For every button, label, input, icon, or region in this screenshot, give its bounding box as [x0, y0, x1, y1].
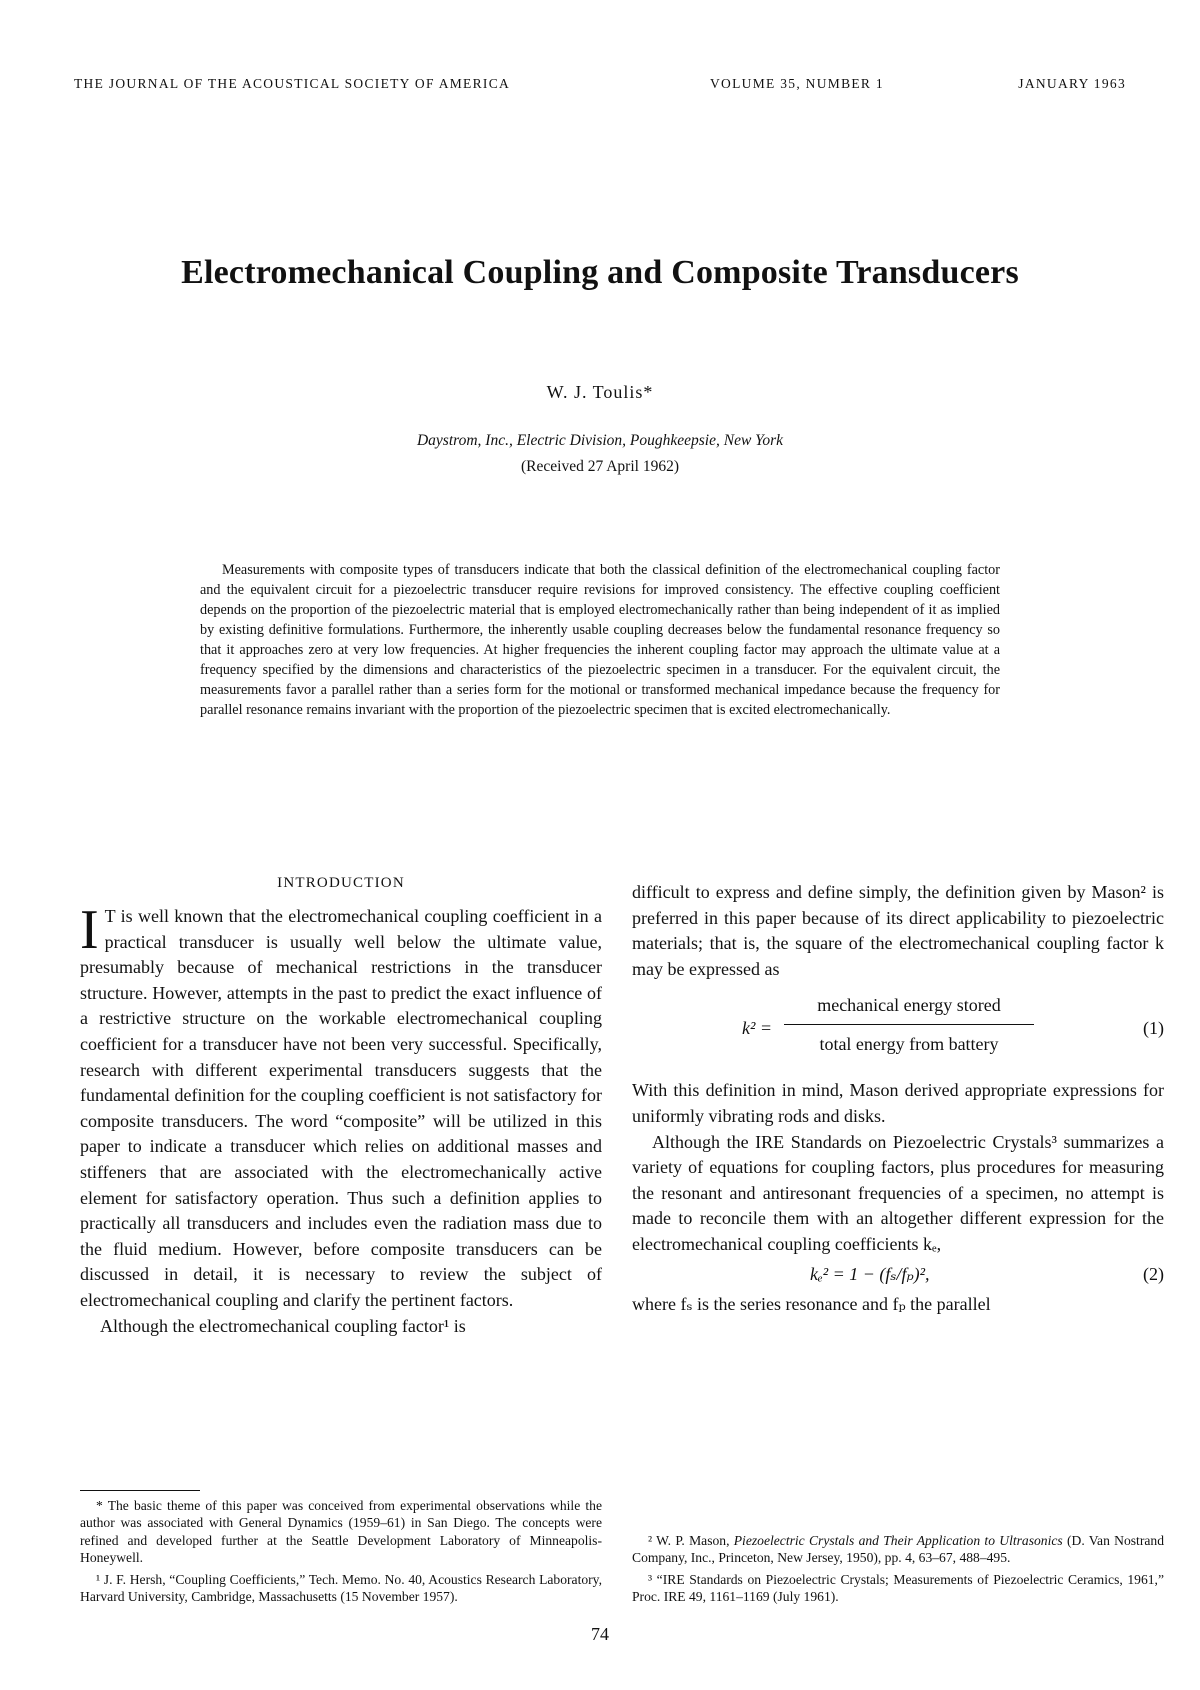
journal-name: THE JOURNAL OF THE ACOUSTICAL SOCIETY OF AMERICA: [74, 76, 511, 91]
footnotes-right: [632, 1532, 1164, 1610]
author-name: W. J. Toulis*: [546, 382, 654, 402]
footnote-2-suffix: (D. Van Nostrand Company, Inc., Princeton, New Jersey, 1950), pp. 4, 63–67, 488–495.: [632, 1533, 1164, 1566]
abstract: Measurements with composite types of transducers indicate that both the classical definition of the electromechanical coupling factor and the equivalent circuit for a piezoelectric transducer require revisions for improved consistency. The effective coupling coefficient depends on the proportion of the piezoelectric material that is employed electromechanically rather than being independent of it as implied by existing definitive formulations. Furthermore, the inherently usable coupling decreases below the fundamental resonance frequency so that it approaches zero at very low frequencies. At higher frequencies the inherent coupling factor may approach the ultimate value at a frequency specified by the dimensions and characteristics of the piezoelectric specimen in a transducer. For the equivalent circuit, the measurements favor a parallel rather than a series form for the motional or transformed mechanical impedance because the frequency for parallel resonance remains invariant with the proportion of the piezoelectric specimen that is excited electromechanically.: [200, 562, 1000, 718]
right-paragraph-2: With this definition in mind, Mason derived appropriate expressions for uniformly vibrating rods and disks.: [632, 1080, 1164, 1126]
footnote-2-prefix: ² W. P. Mason,: [648, 1533, 734, 1548]
intro-paragraph-2: Although the electromechanical coupling factor¹ is: [100, 1315, 466, 1336]
equation-1-number: (1): [1143, 1018, 1164, 1039]
equation-1-fraction: [784, 992, 1034, 1057]
running-head: [74, 76, 1126, 94]
footnote-2-book-title: Piezoelectric Crystals and Their Application to Ultrasonics: [733, 1533, 1063, 1548]
page-number: 74: [591, 1624, 609, 1644]
right-paragraph-3: Although the IRE Standards on Piezoelectric Crystals³ summarizes a variety of equations for coupling factors, plus procedures for measuring the resonant and antiresonant frequencies of a specimen, no attempt is made to reconcile them with an altogether different expression for the electromechanical coupling coefficients kₑ,: [632, 1131, 1164, 1254]
equation-1: [632, 982, 1164, 1078]
right-paragraph-4: where fₛ is the series resonance and fₚ the parallel: [632, 1293, 991, 1314]
equation-1-lhs: k² =: [742, 1018, 773, 1039]
intro-paragraph-1: [80, 899, 603, 1314]
drop-cap: I: [80, 899, 99, 961]
footnote-3: ³ “IRE Standards on Piezoelectric Crystals; Measurements of Piezoelectric Ceramics, 1961,” Proc. IRE 49, 1161–1169 (July 1961).: [632, 1571, 1164, 1605]
footnote-rule: [80, 1490, 200, 1491]
footnotes-left: [80, 1490, 602, 1609]
intro-paragraph-1-text: T is well known that the electromechanical coupling coefficient in a practical transducer is usually well below the ultimate value, presumably because of mechanical restrictions in the transducer structure. However, attempts in the past to predict the exact influence of a restrictive structure on the workable electromechanical coupling coefficient for a transducer have not been very successful. Specifically, research with different experimental transducers suggests that the fundamental definition for the coupling coefficient is not satisfactory for composite transducers. The word “composite” will be utilized in this paper to indicate a transducer which relies on additional masses and stiffeners that are associated with the electromechanically active element for satisfactory operation. Thus such a definition applies to practically all transducers and includes even the radiation mass due to the fluid medium. However, before composite transducers can be discussed in detail, it is necessary to review the subject of electromechanical coupling and clarify the pertinent factors.: [80, 906, 603, 1310]
footnote-1: ¹ J. F. Hersh, “Coupling Coefficients,” Tech. Memo. No. 40, Acoustics Research Laboratory, Harvard University, Cambridge, Massachusetts (15 November 1957).: [80, 1571, 602, 1605]
footnote-author: * The basic theme of this paper was conceived from experimental observations while the author was associated with General Dynamics (1959–61) in San Diego. The concepts were refined and developed further at the Seattle Development Laboratory of Minneapolis-Honeywell.: [80, 1498, 602, 1566]
equation-2-number: (2): [1143, 1263, 1164, 1284]
footnote-2: [632, 1532, 1164, 1567]
received-date: (Received 27 April 1962): [521, 458, 679, 475]
author-affiliation: Daystrom, Inc., Electric Division, Poughkeepsie, New York: [416, 432, 784, 449]
equation-1-numerator: mechanical energy stored: [817, 995, 1001, 1016]
equation-1-denominator: total energy from battery: [819, 1034, 999, 1055]
right-column: [632, 880, 1164, 1317]
paper-title: Electromechanical Coupling and Composite Transducers: [181, 254, 1019, 291]
equation-2: [632, 1258, 1164, 1292]
left-column: [80, 872, 602, 1339]
fraction-bar: [784, 1024, 1034, 1025]
volume-number: VOLUME 35, NUMBER 1: [710, 76, 884, 91]
issue-date: JANUARY 1963: [1018, 76, 1126, 91]
right-paragraph-1: difficult to express and define simply, the definition given by Mason² is preferred in this paper because of its direct applicability to piezoelectric materials; that is, the square of the electromechanical coupling factor k may be expressed as: [632, 882, 1164, 979]
section-heading: INTRODUCTION: [277, 875, 405, 891]
equation-2-expression: kₑ² = 1 − (fₛ/fₚ)²,: [810, 1263, 930, 1284]
